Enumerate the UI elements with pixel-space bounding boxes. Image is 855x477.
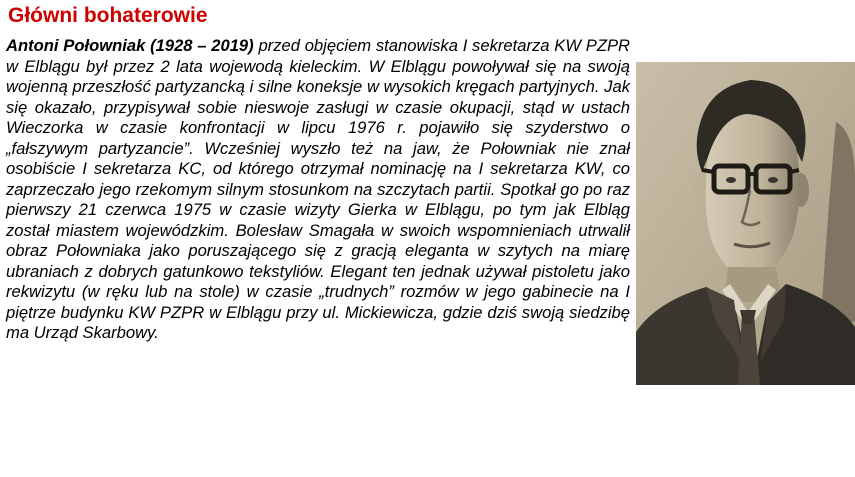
biography-text: przed objęciem stanowiska I sekretarza KW PZPR w Elblągu był przez 2 lata wojewodą kieleckim. W Elblągu powoływał się na swoją wojenną przeszłość partyzancką i silne koneksje w wysokich kręgach partyjnych. Jak się okazało, przypisywał sobie nieswoje zasługi w czasie okupacji, stąd w ustach Wieczorka w czasie konfrontacji w lipcu 1976 r. pojawiło się szyderstwo o „fałszywym partyzancie”. Wcześniej wyszło też na jaw, że Połowniak nie znał osobiście I sekretarza KC, od którego otrzymał nominację na I sekretarza KW, co zaprzeczało jego rzekomym silnym stosunkom na szczytach partii. Spotkał go po raz pierwszy 21 czerwca 1975 w czasie wizyty Gierka w Elblągu, po tym jak Elbląg został miastem wojewódzkim. Bolesław Smagała w swoich wspomnieniach utrwalił obraz Połowniaka jako poruszającego się z gracją eleganta w szytych na miarę ubraniach z dobrych gatunkowo tekstyliów. Elegant ten jednak używał pistoletu jako rekwizytu (w ręku lub na stole) w czasie „trudnych” rozmów w jego gabinecie na I piętrze budynku KW PZPR w Elblągu przy ul. Mickiewicza, gdzie dziś swoją siedzibę ma Urząd Skarbowy. (6, 36, 631, 342)
portrait-photo (636, 62, 855, 385)
biography-paragraph (6, 36, 630, 344)
page-title: Główni bohaterowie (8, 4, 208, 27)
person-name-dates: Antoni Połowniak (1928 – 2019) (6, 36, 254, 55)
